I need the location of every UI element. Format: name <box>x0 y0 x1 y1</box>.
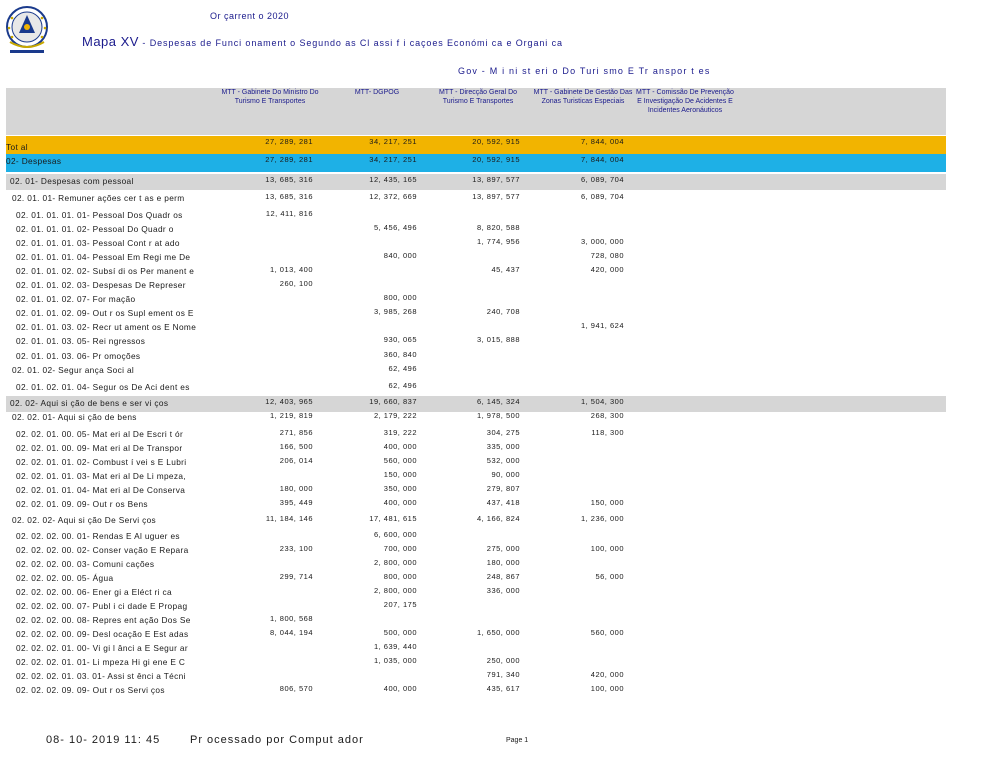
row-value: 360, 840 <box>383 350 417 359</box>
row-value: 62, 496 <box>388 381 417 390</box>
row-value: 27, 289, 281 <box>265 137 313 146</box>
row-value: 250, 000 <box>486 656 520 665</box>
row-label: 02. 01. 01. 01. 03- Pessoal Cont r at ado <box>16 238 180 248</box>
processed-note: Pr ocessado por Comput ador <box>190 734 364 746</box>
row-value: 840, 000 <box>383 251 417 260</box>
table-row <box>6 543 946 557</box>
row-value: 8, 044, 194 <box>269 628 313 637</box>
table-row <box>6 613 946 627</box>
row-label: 02. 02- Aqui si ção de bens e ser vi ços <box>10 398 169 408</box>
row-value: 1, 800, 568 <box>269 614 313 623</box>
row-value: 6, 089, 704 <box>580 175 624 184</box>
row-value: 34, 217, 251 <box>369 137 417 146</box>
table-row <box>6 627 946 641</box>
row-value: 8, 820, 588 <box>476 223 520 232</box>
row-label: 02. 01- Despesas com pessoal <box>10 176 134 186</box>
row-value: 2, 800, 000 <box>373 558 417 567</box>
row-value: 90, 000 <box>491 470 520 479</box>
row-value: 400, 000 <box>383 442 417 451</box>
table-row <box>6 208 946 222</box>
row-value: 100, 000 <box>590 684 624 693</box>
column-header: MTT - Comissão De Prevenção E Investigação De Acidentes E Incidentes Aeronáuticos <box>636 89 734 114</box>
row-value: 12, 411, 816 <box>265 209 313 218</box>
map-number: Mapa XV <box>82 34 139 49</box>
row-value: 56, 000 <box>595 572 624 581</box>
map-title <box>82 34 563 49</box>
page-number: Page 1 <box>506 737 529 744</box>
row-value: 806, 570 <box>279 684 313 693</box>
row-value: 560, 000 <box>383 456 417 465</box>
row-value: 12, 435, 165 <box>369 175 417 184</box>
table-row <box>6 320 946 334</box>
row-value: 13, 685, 316 <box>265 192 313 201</box>
table-row <box>6 349 946 363</box>
table-row <box>6 264 946 278</box>
row-value: 6, 145, 324 <box>476 397 520 406</box>
row-value: 1, 650, 000 <box>476 628 520 637</box>
row-label: 02. 01. 01. 02. 03- Despesas De Represer <box>16 280 186 290</box>
row-value: 20, 592, 915 <box>472 137 520 146</box>
table-row <box>6 513 946 527</box>
row-value: 13, 897, 577 <box>472 192 520 201</box>
row-label: 02. 02. 02. 00. 02- Conser vação E Repara <box>16 545 189 555</box>
table-row <box>6 250 946 264</box>
table-row <box>6 292 946 306</box>
row-label: 02. 01. 02. 01. 04- Segur os De Aci dent es <box>16 382 190 392</box>
row-value: 700, 000 <box>383 544 417 553</box>
row-value: 1, 219, 819 <box>269 411 313 420</box>
row-value: 728, 080 <box>590 251 624 260</box>
row-label: 02. 01. 01. 01. 04- Pessoal Em Regi me De <box>16 252 191 262</box>
row-value: 3, 000, 000 <box>580 237 624 246</box>
row-label: 02. 01. 01- Remuner ações cer t as e perm <box>12 193 185 203</box>
row-value: 118, 300 <box>591 428 624 437</box>
table-row <box>6 455 946 469</box>
table-row <box>6 334 946 348</box>
row-value: 45, 437 <box>491 265 520 274</box>
table-row <box>6 191 946 205</box>
row-label: 02. 01. 01. 03. 06- Pr omoções <box>16 351 141 361</box>
row-value: 233, 100 <box>279 544 313 553</box>
table-row <box>6 655 946 669</box>
row-value: 207, 175 <box>383 600 417 609</box>
row-label: 02. 02. 01. 09. 09- Out r os Bens <box>16 499 148 509</box>
row-value: 4, 166, 824 <box>476 514 520 523</box>
row-value: 20, 592, 915 <box>472 155 520 164</box>
row-label: Tot al <box>6 142 28 152</box>
row-value: 12, 403, 965 <box>265 397 313 406</box>
row-value: 1, 013, 400 <box>269 265 313 274</box>
row-label: 02. 02. 01. 00. 09- Mat eri al De Transpor <box>16 443 183 453</box>
row-label: 02. 02. 01. 01. 03- Mat eri al De Li mpeza, <box>16 471 187 481</box>
table-row <box>6 222 946 236</box>
table-row <box>6 380 946 394</box>
row-label: 02. 02. 02. 00. 06- Ener gi a Eléct ri ca <box>16 587 172 597</box>
row-value: 268, 300 <box>590 411 624 420</box>
column-header: MTT - Direcção Geral Do Turismo E Transportes <box>438 89 518 105</box>
row-value: 1, 941, 624 <box>580 321 624 330</box>
table-row <box>6 410 946 424</box>
row-value: 271, 856 <box>279 428 313 437</box>
row-value: 800, 000 <box>383 572 417 581</box>
row-value: 304, 275 <box>486 428 520 437</box>
row-label: 02. 02. 02. 01. 01- Li mpeza Hi gi ene E C <box>16 657 186 667</box>
row-value: 395, 449 <box>279 498 313 507</box>
row-value: 1, 236, 000 <box>580 514 624 523</box>
row-value: 275, 000 <box>486 544 520 553</box>
row-label: 02. 02. 01. 01. 02- Combust í vei s E Lubri <box>16 457 187 467</box>
row-value: 13, 685, 316 <box>265 175 313 184</box>
row-label: 02. 01. 02- Segur ança Soci al <box>12 365 135 375</box>
row-value: 12, 372, 669 <box>369 192 417 201</box>
row-value: 420, 000 <box>590 670 624 679</box>
row-label: 02. 01. 01. 01. 02- Pessoal Do Quadr o <box>16 224 174 234</box>
row-value: 3, 985, 268 <box>373 307 417 316</box>
row-label: 02. 02. 02. 00. 09- Desl ocação E Est adas <box>16 629 189 639</box>
row-label: 02. 02. 02. 01. 03. 01- Assi st ênci a Técni <box>16 671 186 681</box>
table-row <box>6 585 946 599</box>
row-value: 34, 217, 251 <box>369 155 417 164</box>
table-row <box>6 441 946 455</box>
row-label: 02. 02. 01. 01. 04- Mat eri al De Conserva <box>16 485 186 495</box>
row-value: 13, 897, 577 <box>472 175 520 184</box>
row-value: 248, 867 <box>486 572 520 581</box>
row-value: 2, 179, 222 <box>373 411 417 420</box>
row-value: 400, 000 <box>383 498 417 507</box>
row-label: 02- Despesas <box>6 156 62 166</box>
row-value: 150, 000 <box>590 498 624 507</box>
row-value: 560, 000 <box>590 628 624 637</box>
row-value: 791, 340 <box>486 670 520 679</box>
row-value: 1, 639, 440 <box>373 642 417 651</box>
column-header: MTT - Gabinete De Gestão Das Zonas Turisticas Especiais <box>533 89 633 105</box>
coat-of-arms-logo <box>4 4 50 56</box>
row-value: 206, 014 <box>279 456 313 465</box>
ministry-title: Gov - M i ni st eri o Do Turi smo E Tr anspor t es <box>458 66 711 76</box>
column-header: MTT- DGPOG <box>354 89 400 96</box>
table-row <box>6 557 946 571</box>
row-value: 435, 617 <box>486 684 520 693</box>
row-label: 02. 02. 02. 00. 01- Rendas E Al uguer es <box>16 531 180 541</box>
row-value: 532, 000 <box>486 456 520 465</box>
row-value: 1, 504, 300 <box>580 397 624 406</box>
row-label: 02. 02. 02. 00. 03- Comuni cações <box>16 559 155 569</box>
row-label: 02. 01. 01. 02. 09- Out r os Supl ement os E <box>16 308 194 318</box>
row-label: 02. 01. 01. 03. 02- Recr ut ament os E Nome <box>16 322 197 332</box>
row-value: 260, 100 <box>279 279 313 288</box>
row-value: 6, 600, 000 <box>373 530 417 539</box>
row-label: 02. 01. 01. 02. 02- Subsí di os Per manent e <box>16 266 195 276</box>
row-label: 02. 01. 01. 01. 01- Pessoal Dos Quadr os <box>16 210 183 220</box>
row-value: 180, 000 <box>486 558 520 567</box>
row-value: 336, 000 <box>486 586 520 595</box>
table-row <box>6 571 946 585</box>
table-row <box>6 136 946 154</box>
table-row <box>6 363 946 377</box>
row-value: 279, 807 <box>486 484 520 493</box>
row-value: 150, 000 <box>383 470 417 479</box>
table-row <box>6 427 946 441</box>
table-row <box>6 529 946 543</box>
row-value: 335, 000 <box>486 442 520 451</box>
table-row <box>6 154 946 172</box>
table-row <box>6 641 946 655</box>
row-value: 5, 456, 496 <box>373 223 417 232</box>
table-row <box>6 483 946 497</box>
row-value: 1, 035, 000 <box>373 656 417 665</box>
row-value: 19, 660, 837 <box>369 397 417 406</box>
row-value: 420, 000 <box>590 265 624 274</box>
row-value: 299, 714 <box>279 572 313 581</box>
row-label: 02. 02. 02. 00. 07- Publ i ci dade E Propag <box>16 601 188 611</box>
row-value: 2, 800, 000 <box>373 586 417 595</box>
row-label: 02. 02. 02. 00. 08- Repres ent ação Dos Se <box>16 615 191 625</box>
row-value: 1, 978, 500 <box>476 411 520 420</box>
table-row <box>6 599 946 613</box>
row-value: 11, 184, 146 <box>265 514 313 523</box>
map-subtitle: - Despesas de Funci onament o Segundo as Cl assi f i caçoes Económi ca e Organi ca <box>142 38 563 48</box>
row-value: 17, 481, 615 <box>369 514 417 523</box>
table-row <box>6 497 946 511</box>
row-value: 800, 000 <box>383 293 417 302</box>
table-row <box>6 174 946 190</box>
row-value: 180, 000 <box>279 484 313 493</box>
report-date: 08- 10- 2019 11: 45 <box>46 734 161 746</box>
row-label: 02. 02. 01. 00. 05- Mat eri al De Escri t ór <box>16 429 184 439</box>
row-value: 350, 000 <box>383 484 417 493</box>
row-label: 02. 02. 01- Aqui si ção de bens <box>12 412 137 422</box>
table-row <box>6 669 946 683</box>
row-value: 437, 418 <box>486 498 520 507</box>
table-row <box>6 236 946 250</box>
row-value: 62, 496 <box>388 364 417 373</box>
row-value: 7, 844, 004 <box>580 137 624 146</box>
row-value: 3, 015, 888 <box>476 335 520 344</box>
row-value: 27, 289, 281 <box>265 155 313 164</box>
row-value: 319, 222 <box>383 428 417 437</box>
row-label: 02. 02. 02- Aqui si ção De Servi ços <box>12 515 157 525</box>
row-value: 500, 000 <box>383 628 417 637</box>
row-label: 02. 02. 02. 09. 09- Out r os Servi ços <box>16 685 165 695</box>
row-value: 400, 000 <box>383 684 417 693</box>
row-label: 02. 01. 01. 02. 07- For mação <box>16 294 136 304</box>
table-row <box>6 278 946 292</box>
row-value: 166, 500 <box>279 442 313 451</box>
column-header: MTT - Gabinete Do Ministro Do Turismo E Transportes <box>221 89 319 105</box>
table-row <box>6 683 946 697</box>
row-value: 930, 065 <box>383 335 417 344</box>
row-label: 02. 01. 01. 03. 05- Rei ngressos <box>16 336 146 346</box>
table-row <box>6 306 946 320</box>
row-label: 02. 02. 02. 00. 05- Água <box>16 573 114 583</box>
row-label: 02. 02. 02. 01. 00- Vi gi l ânci a E Segur ar <box>16 643 188 653</box>
row-value: 100, 000 <box>590 544 624 553</box>
table-row <box>6 469 946 483</box>
row-value: 1, 774, 956 <box>476 237 520 246</box>
budget-year-title: Or çarrent o 2020 <box>210 11 290 21</box>
row-value: 240, 708 <box>486 307 520 316</box>
row-value: 6, 089, 704 <box>580 192 624 201</box>
row-value: 7, 844, 004 <box>580 155 624 164</box>
